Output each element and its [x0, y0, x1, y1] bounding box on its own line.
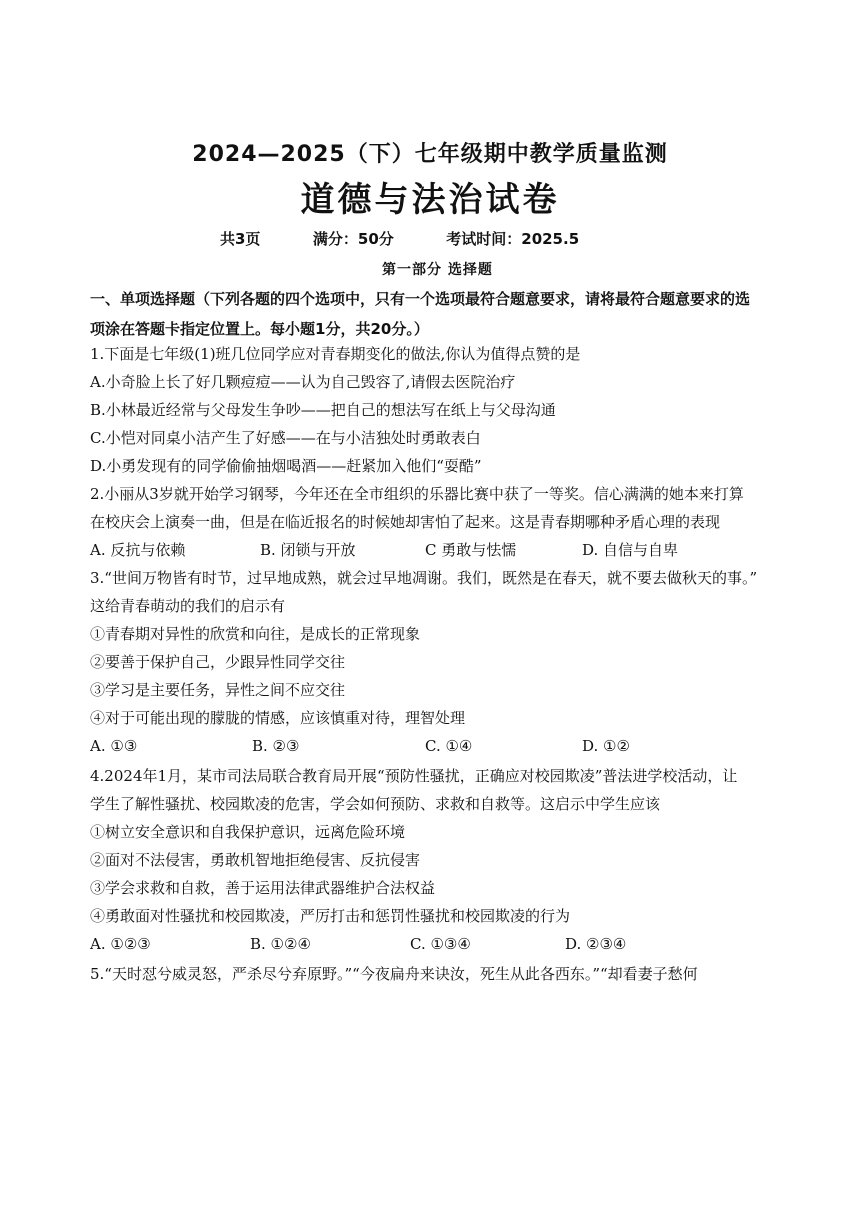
q5-stem-1: 5.“天时怼兮威灵怒，严杀尽兮弃原野。”“今夜扁舟来诀汝，死生从此各西东。”“却看妻子愁何	[90, 965, 698, 983]
q3-statement-2: ②要善于保护自己，少跟异性同学交往	[90, 653, 346, 671]
section-instruction-2: 项涂在答题卡指定位置上。每小题1分，共20分。）	[90, 320, 429, 338]
q4-option-c: C. ①③④	[410, 935, 471, 953]
q3-statement-1: ①青春期对异性的欣赏和向往，是成长的正常现象	[90, 625, 421, 643]
q1-stem: 1.下面是七年级(1)班几位同学应对青春期变化的做法,你认为值得点赞的是	[90, 345, 581, 363]
q3-stem-1: 3.“世间万物皆有时节，过早地成熟，就会过早地凋谢。我们，既然是在春天，就不要去做秋天的事。”	[90, 569, 758, 587]
q4-statement-1: ①树立安全意识和自我保护意识，远离危险环境	[90, 823, 406, 841]
q4-statement-2: ②面对不法侵害，勇敢机智地拒绝侵害、反抗侵害	[90, 851, 421, 869]
exam-meta	[220, 228, 579, 249]
full-score: 满分：50分	[312, 230, 394, 248]
q3-option-b: B. ②③	[252, 737, 300, 755]
q2-option-d: D. 自信与自卑	[582, 541, 679, 559]
section-instruction-1: 一、单项选择题（下列各题的四个选项中，只有一个选项最符合题意要求，请将最符合题意要求的选	[90, 290, 751, 308]
q4-option-a: A. ①②③	[90, 935, 151, 953]
q1-option-b: B.小林最近经常与父母发生争吵——把自己的想法写在纸上与父母沟通	[90, 401, 556, 419]
q2-stem-2: 在校庆会上演奏一曲，但是在临近报名的时候她却害怕了起来。这是青春期哪种矛盾心理的表现	[90, 513, 721, 531]
q4-stem-2: 学生了解性骚扰、校园欺凌的危害，学会如何预防、求救和自救等。这启示中学生应该	[90, 795, 661, 813]
q2-option-a: A. 反抗与依赖	[90, 541, 186, 559]
q3-stem-2: 这给青春萌动的我们的启示有	[90, 597, 286, 615]
q4-statement-4: ④勇敢面对性骚扰和校园欺凌，严厉打击和惩罚性骚扰和校园欺凌的行为	[90, 907, 571, 925]
q4-option-d: D. ②③④	[565, 935, 627, 953]
q4-stem-1: 4.2024年1月，某市司法局联合教育局开展“预防性骚扰，正确应对校园欺凌”普法进学校活动，让	[90, 767, 738, 785]
exam-title-subject: 道德与法治试卷	[300, 180, 560, 220]
q2-option-b: B. 闭锁与开放	[260, 541, 356, 559]
page-count: 共3页	[220, 230, 261, 248]
q1-option-c: C.小恺对同桌小洁产生了好感——在与小洁独处时勇敢表白	[90, 429, 481, 447]
q2-option-c: C 勇敢与怯懦	[425, 541, 517, 559]
exam-title-line1: 2024—2025（下）七年级期中教学质量监测	[192, 142, 668, 167]
q2-stem-1: 2.小丽从3岁就开始学习钢琴，今年还在全市组织的乐器比赛中获了一等奖。信心满满的她本来打算	[90, 485, 744, 503]
q3-statement-4: ④对于可能出现的朦胧的情感，应该慎重对待，理智处理	[90, 709, 466, 727]
q3-option-d: D. ①②	[582, 737, 630, 755]
part-heading: 第一部分 选择题	[382, 262, 493, 278]
q4-statement-3: ③学会求救和自救，善于运用法律武器维护合法权益	[90, 879, 436, 897]
q3-statement-3: ③学习是主要任务，异性之间不应交往	[90, 681, 346, 699]
q3-option-a: A. ①③	[90, 737, 138, 755]
q4-option-b: B. ①②④	[250, 935, 311, 953]
q3-option-c: C. ①④	[425, 737, 473, 755]
q1-option-d: D.小勇发现有的同学偷偷抽烟喝酒——赶紧加入他们“耍酷”	[90, 457, 482, 475]
q1-option-a: A.小奇脸上长了好几颗痘痘——认为自己毁容了,请假去医院治疗	[90, 373, 516, 391]
exam-time: 考试时间：2025.5	[446, 230, 580, 248]
